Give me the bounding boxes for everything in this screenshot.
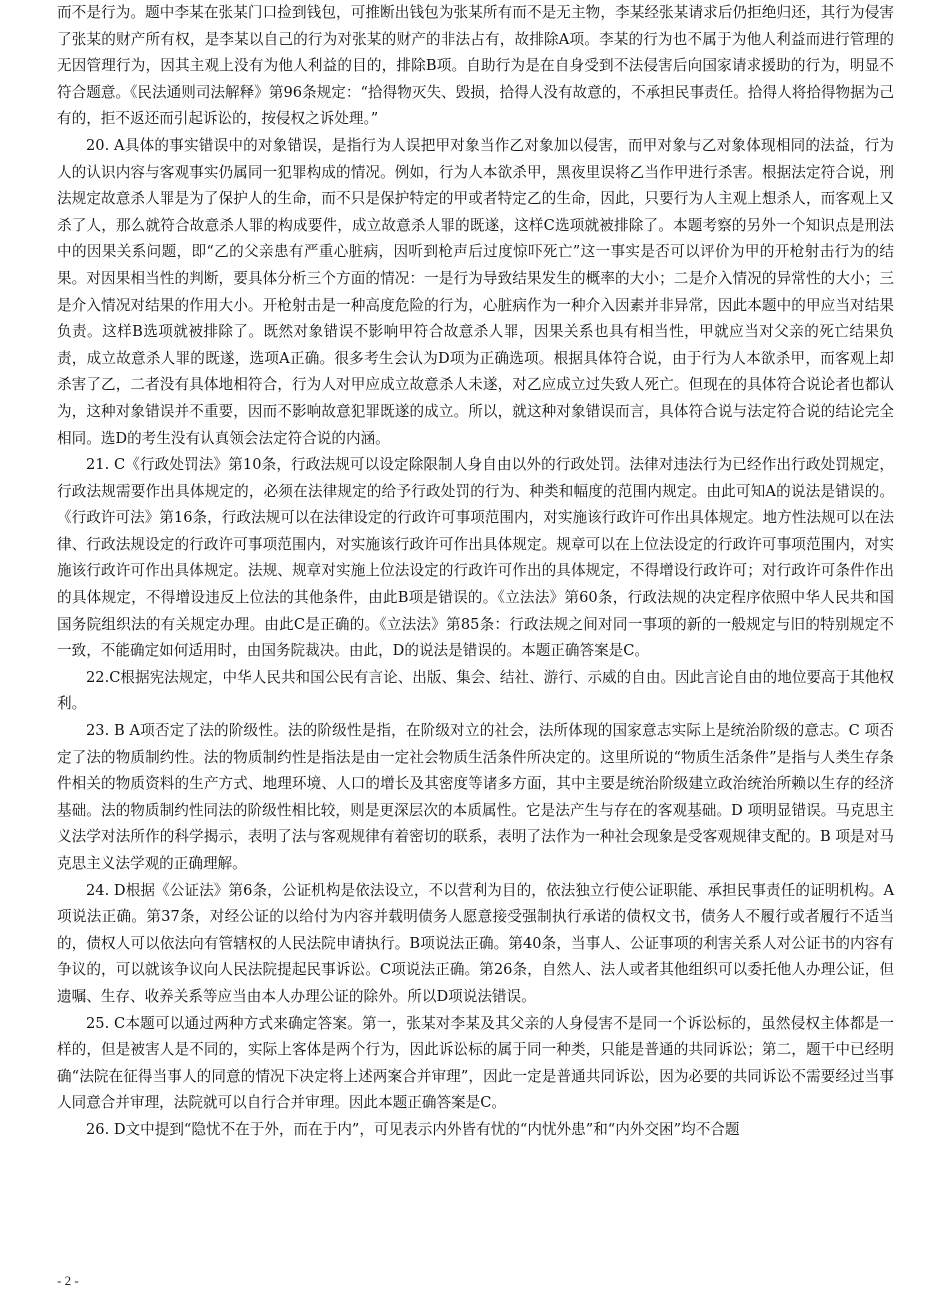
- paragraph-answer-26: 26. D文中提到“隐忧不在于外，而在于内”，可见表示内外皆有忧的“内忧外患”和“内外交困”均不合题: [86, 1120, 740, 1138]
- paragraph-continuation: 而不是行为。题中李某在张某门口捡到钱包，可推断出钱包为张某所有而不是无主物，李某经张某请求后仍拒绝归还，其行为侵害了张某的财产所有权，是李某以自己的行为对张某的财产的非法占有，故排除A项。李某的行为也不属于为他人利益而进行管理的无因管理行为，因其主观上没有为他人利益的目的，排除B项。自助行为是在自身受到不法侵害后向国家请求援助的行为，明显不符合题意。《民法通则司法解释》第96条规定：“拾得物灭失、毁损，拾得人没有故意的，不承担民事责任。拾得人将拾得物据为己有的，拒不返还而引起诉讼的，按侵权之诉处理。”: [57, 4, 894, 128]
- paragraph-answer-21: 21. C《行政处罚法》第10条，行政法规可以设定除限制人身自由以外的行政处罚。法律对违法行为已经作出行政处罚规定，行政法规需要作出具体规定的，必须在法律规定的给予行政处罚的行为、种类和幅度的范围内规定。由此可知A的说法是错误的。《行政许可法》第16条，行政法规可以在法律设定的行政许可事项范围内，对实施该行政许可作出具体规定。地方性法规可以在法律、行政法规设定的行政许可事项范围内，对实施该行政许可作出具体规定。规章可以在上位法设定的行政许可事项范围内，对实施该行政许可作出具体规定。法规、规章对实施上位法设定的行政许可作出的具体规定，不得增设行政许可；对行政许可条件作出的具体规定，不得增设违反上位法的其他条件，由此B项是错误的。《立法法》第60条，行政法规的决定程序依照中华人民共和国国务院组织法的有关规定办理。由此C是正确的。《立法法》第85条：行政法规之间对同一事项的新的一般规定与旧的特别规定不一致，不能确定如何适用时，由国务院裁决。由此，D的说法是错误的。本题正确答案是C。: [57, 456, 894, 660]
- paragraph-answer-25: 25. C本题可以通过两种方式来确定答案。第一，张某对李某及其父亲的人身侵害不是同一个诉讼标的，虽然侵权主体都是一样的，但是被害人是不同的，实际上客体是两个行为，因此诉讼标的属于同一种类，只能是普通的共同诉讼；第二，题干中已经明确“法院在征得当事人的同意的情况下决定将上述两案合并审理”，因此一定是普通共同诉讼，因为必要的共同诉讼不需要经过当事人同意合并审理，法院就可以自行合并审理。因此本题正确答案是C。: [57, 1014, 894, 1112]
- paragraph-answer-24: 24. D根据《公证法》第6条，公证机构是依法设立，不以营利为目的，依法独立行使公证职能、承担民事责任的证明机构。A项说法正确。第37条，对经公证的以给付为内容并载明债务人愿意接受强制执行承诺的债权文书，债务人不履行或者履行不适当的，债权人可以依法向有管辖权的人民法院申请执行。B项说法正确。第40条，当事人、公证事项的利害关系人对公证书的内容有争议的，可以就该争议向人民法院提起民事诉讼。C项说法正确。第26条，自然人、法人或者其他组织可以委托他人办理公证，但遗嘱、生存、收养关系等应当由本人办理公证的除外。所以D项说法错误。: [57, 881, 894, 1005]
- paragraph-answer-23: 23. B A项否定了法的阶级性。法的阶级性是指，在阶级对立的社会，法所体现的国家意志实际上是统治阶级的意志。C 项否定了法的物质制约性。法的物质制约性是指法是由一定社会物质生活条件所决定的。这里所说的“物质生活条件”是指与人类生存条件相关的物质资料的生产方式、地理环境、人口的增长及其密度等诸多方面，其中主要是统治阶级建立政治统治所赖以生存的经济基础。法的物质制约性同法的阶级性相比较，则是更深层次的本质属性。它是法产生与存在的客观基础。D 项明显错误。马克思主义法学对法所作的科学揭示，表明了法与客观规律有着密切的联系，表明了法作为一种社会现象是受客观规律支配的。B 项是对马克思主义法学观的正确理解。: [57, 722, 894, 872]
- document-body: [57, 0, 894, 1144]
- page-number: - 2 -: [57, 1273, 79, 1288]
- paragraph-answer-22: 22.C根据宪法规定，中华人民共和国公民有言论、出版、集会、结社、游行、示威的自由。因此言论自由的地位要高于其他权利。: [57, 668, 894, 713]
- paragraph-answer-20: 20. A具体的事实错误中的对象错误，是指行为人误把甲对象当作乙对象加以侵害，而甲对象与乙对象体现相同的法益，行为人的认识内容与客观事实仍属同一犯罪构成的情况。例如，行为人本欲杀甲，黑夜里误将乙当作甲进行杀害。根据法定符合说，刑法规定故意杀人罪是为了保护人的生命，而不只是保护特定的甲或者特定乙的生命，因此，只要行为人主观上想杀人，而客观上又杀了人，那么就符合故意杀人罪的构成要件，成立故意杀人罪的既遂，这样C选项就被排除了。本题考察的另外一个知识点是刑法中的因果关系问题，即“乙的父亲患有严重心脏病，因听到枪声后过度惊吓死亡”这一事实是否可以评价为甲的开枪射击行为的结果。对因果相当性的判断，要具体分析三个方面的情况：一是行为导致结果发生的概率的大小；二是介入情况的异常性的大小；三是介入情况对结果的作用大小。开枪射击是一种高度危险的行为，心脏病作为一种介入因素并非异常，因此本题中的甲应当对结果负责。这样B选项就被排除了。既然对象错误不影响甲符合故意杀人罪，因果关系也具有相当性，甲就应当对父亲的死亡结果负责，成立故意杀人罪的既遂，选项A正确。很多考生会认为D项为正确选项。根据具体符合说，由于行为人本欲杀甲，而客观上却杀害了乙，二者没有具体地相符合，行为人对甲应成立故意杀人未遂，对乙应成立过失致人死亡。但现在的具体符合说论者也都认为，这种对象错误并不重要，因而不影响故意犯罪既遂的成立。所以，就这种对象错误而言，具体符合说与法定符合说的结论完全相同。选D的考生没有认真领会法定符合说的内涵。: [57, 136, 894, 447]
